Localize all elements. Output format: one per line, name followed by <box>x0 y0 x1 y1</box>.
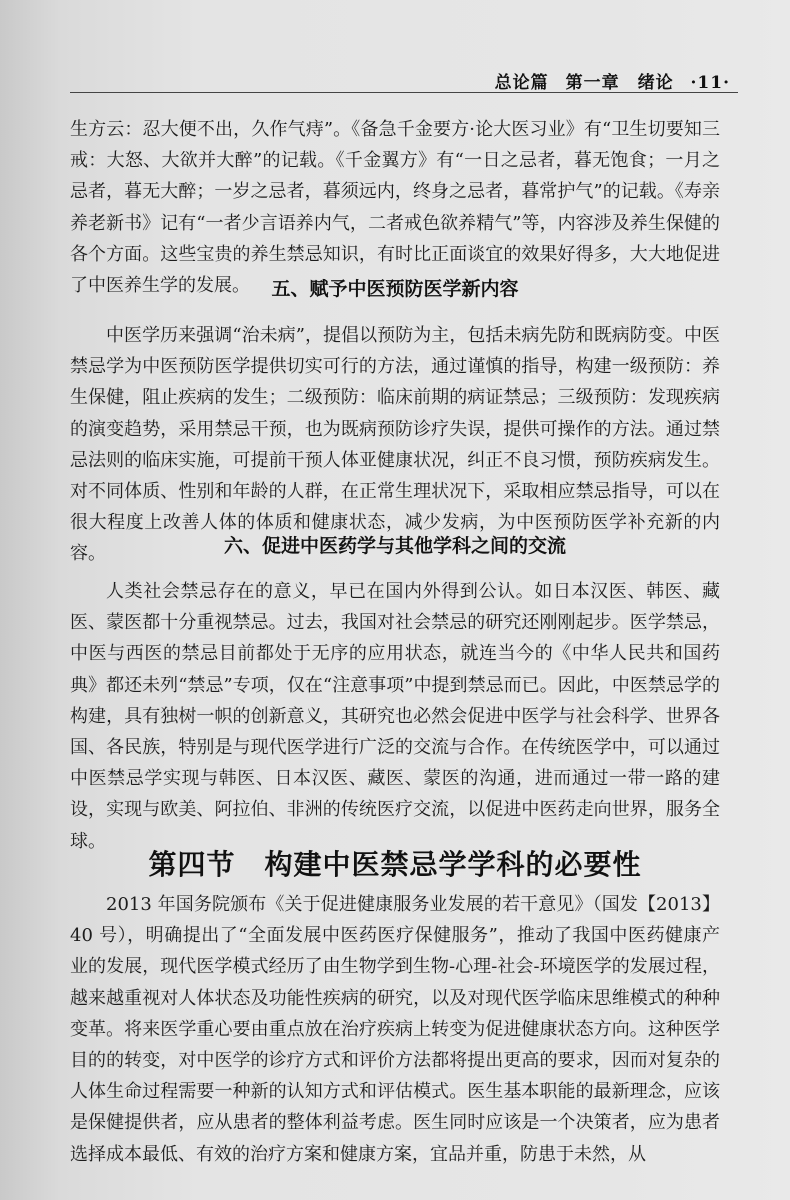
paragraph-section-5: 中医学历来强调“治未病”，提倡以预防为主，包括未病先防和既病防变。中医禁忌学为中医预防医学提供切实可行的方法，通过谨慎的指导，构建一级预防：养生保健，阻止疾病的发生；二级预防：临床前期的病证禁忌；三级预防：发现疾病的演变趋势，采用禁忌干预，也为既病预防诊疗失误，提供可操作的方法。通过禁忌法则的临床实施，可提前干预人体亚健康状况，纠正不良习惯，预防疾病发生。对不同体质、性别和年龄的人群，在正常生理状况下，采取相应禁忌指导，可以在很大程度上改善人体的体质和健康状态，减少发病，为中医预防医学补充新的内容。 <box>70 325 720 565</box>
paragraph-section-4: 2013 年国务院颁布《关于促进健康服务业发展的若干意见》（国发【2013】40 号），明确提出了“全面发展中医药医疗保健服务”，推动了我国中医药健康产业的发展，现代医学模式经历了由生物学到生物-心理-社会-环境医学的发展过程，越来越重视对人体状态及功能性疾病的研究，以及对现代医学临床思维模式的种种变革。将来医学重心要由重点放在治疗疾病上转变为促进健康状态方向。这种医学目的的转变，对中医学的诊疗方式和评价方法都将提出更高的要求，因而对复杂的人体生命过程需要一种新的认知方式和评估模式。医生基本职能的最新理念，应该是保健提供者，应从患者的整体利益考虑。医生同时应该是一个决策者，应为患者选择成本最低、有效的治疗方案和健康方案，宜品并重，防患于未然，从 <box>70 894 720 1165</box>
header-page-number: ·11· <box>690 73 730 93</box>
section-title: 第四节 构建中医禁忌学学科的必要性 <box>148 848 642 881</box>
heading-section-6: 六、促进中医药学与其他学科之间的交流 <box>223 535 566 557</box>
header-section: 总论篇 <box>494 73 549 93</box>
heading-section-5: 五、赋予中医预防医学新内容 <box>271 278 519 300</box>
header-chapter: 第一章 绪论 <box>565 73 674 93</box>
running-header <box>485 68 730 93</box>
paragraph-section-6: 人类社会禁忌存在的意义，早已在国内外得到公认。如日本汉医、韩医、藏医、蒙医都十分重视禁忌。过去，我国对社会禁忌的研究还刚刚起步。医学禁忌，中医与西医的禁忌目前都处于无序的应用状态，就连当今的《中华人民共和国药典》都还未列“禁忌”专项，仅在“注意事项”中提到禁忌而已。因此，中医禁忌学的构建，具有独树一帜的创新意义，其研究也必然会促进中医学与社会科学、世界各国、各民族，特别是与现代医学进行广泛的交流与合作。在传统医学中，可以通过中医禁忌学实现与韩医、日本汉医、藏医、蒙医的沟通，进而通过一带一路的建设，实现与欧美、阿拉伯、非洲的传统医疗交流，以促进中医药走向世界，服务全球。 <box>70 581 720 852</box>
paragraph-continued: 生方云：忍大便不出，久作气痔”。《备急千金要方·论大医习业》有“卫生切要知三戒：大怒、大欲并大醉”的记载。《千金翼方》有“一日之忌者，暮无饱食；一月之忌者，暮无大醉；一岁之忌者，暮须远内，终身之忌者，暮常护气”的记载。《寿亲养老新书》记有“一者少言语养内气，二者戒色欲养精气”等，内容涉及养生保健的各个方面。这些宝贵的养生禁忌知识，有时比正面谈宜的效果好得多，大大地促进了中医养生学的发展。 <box>70 119 720 297</box>
header-rule <box>70 92 738 93</box>
